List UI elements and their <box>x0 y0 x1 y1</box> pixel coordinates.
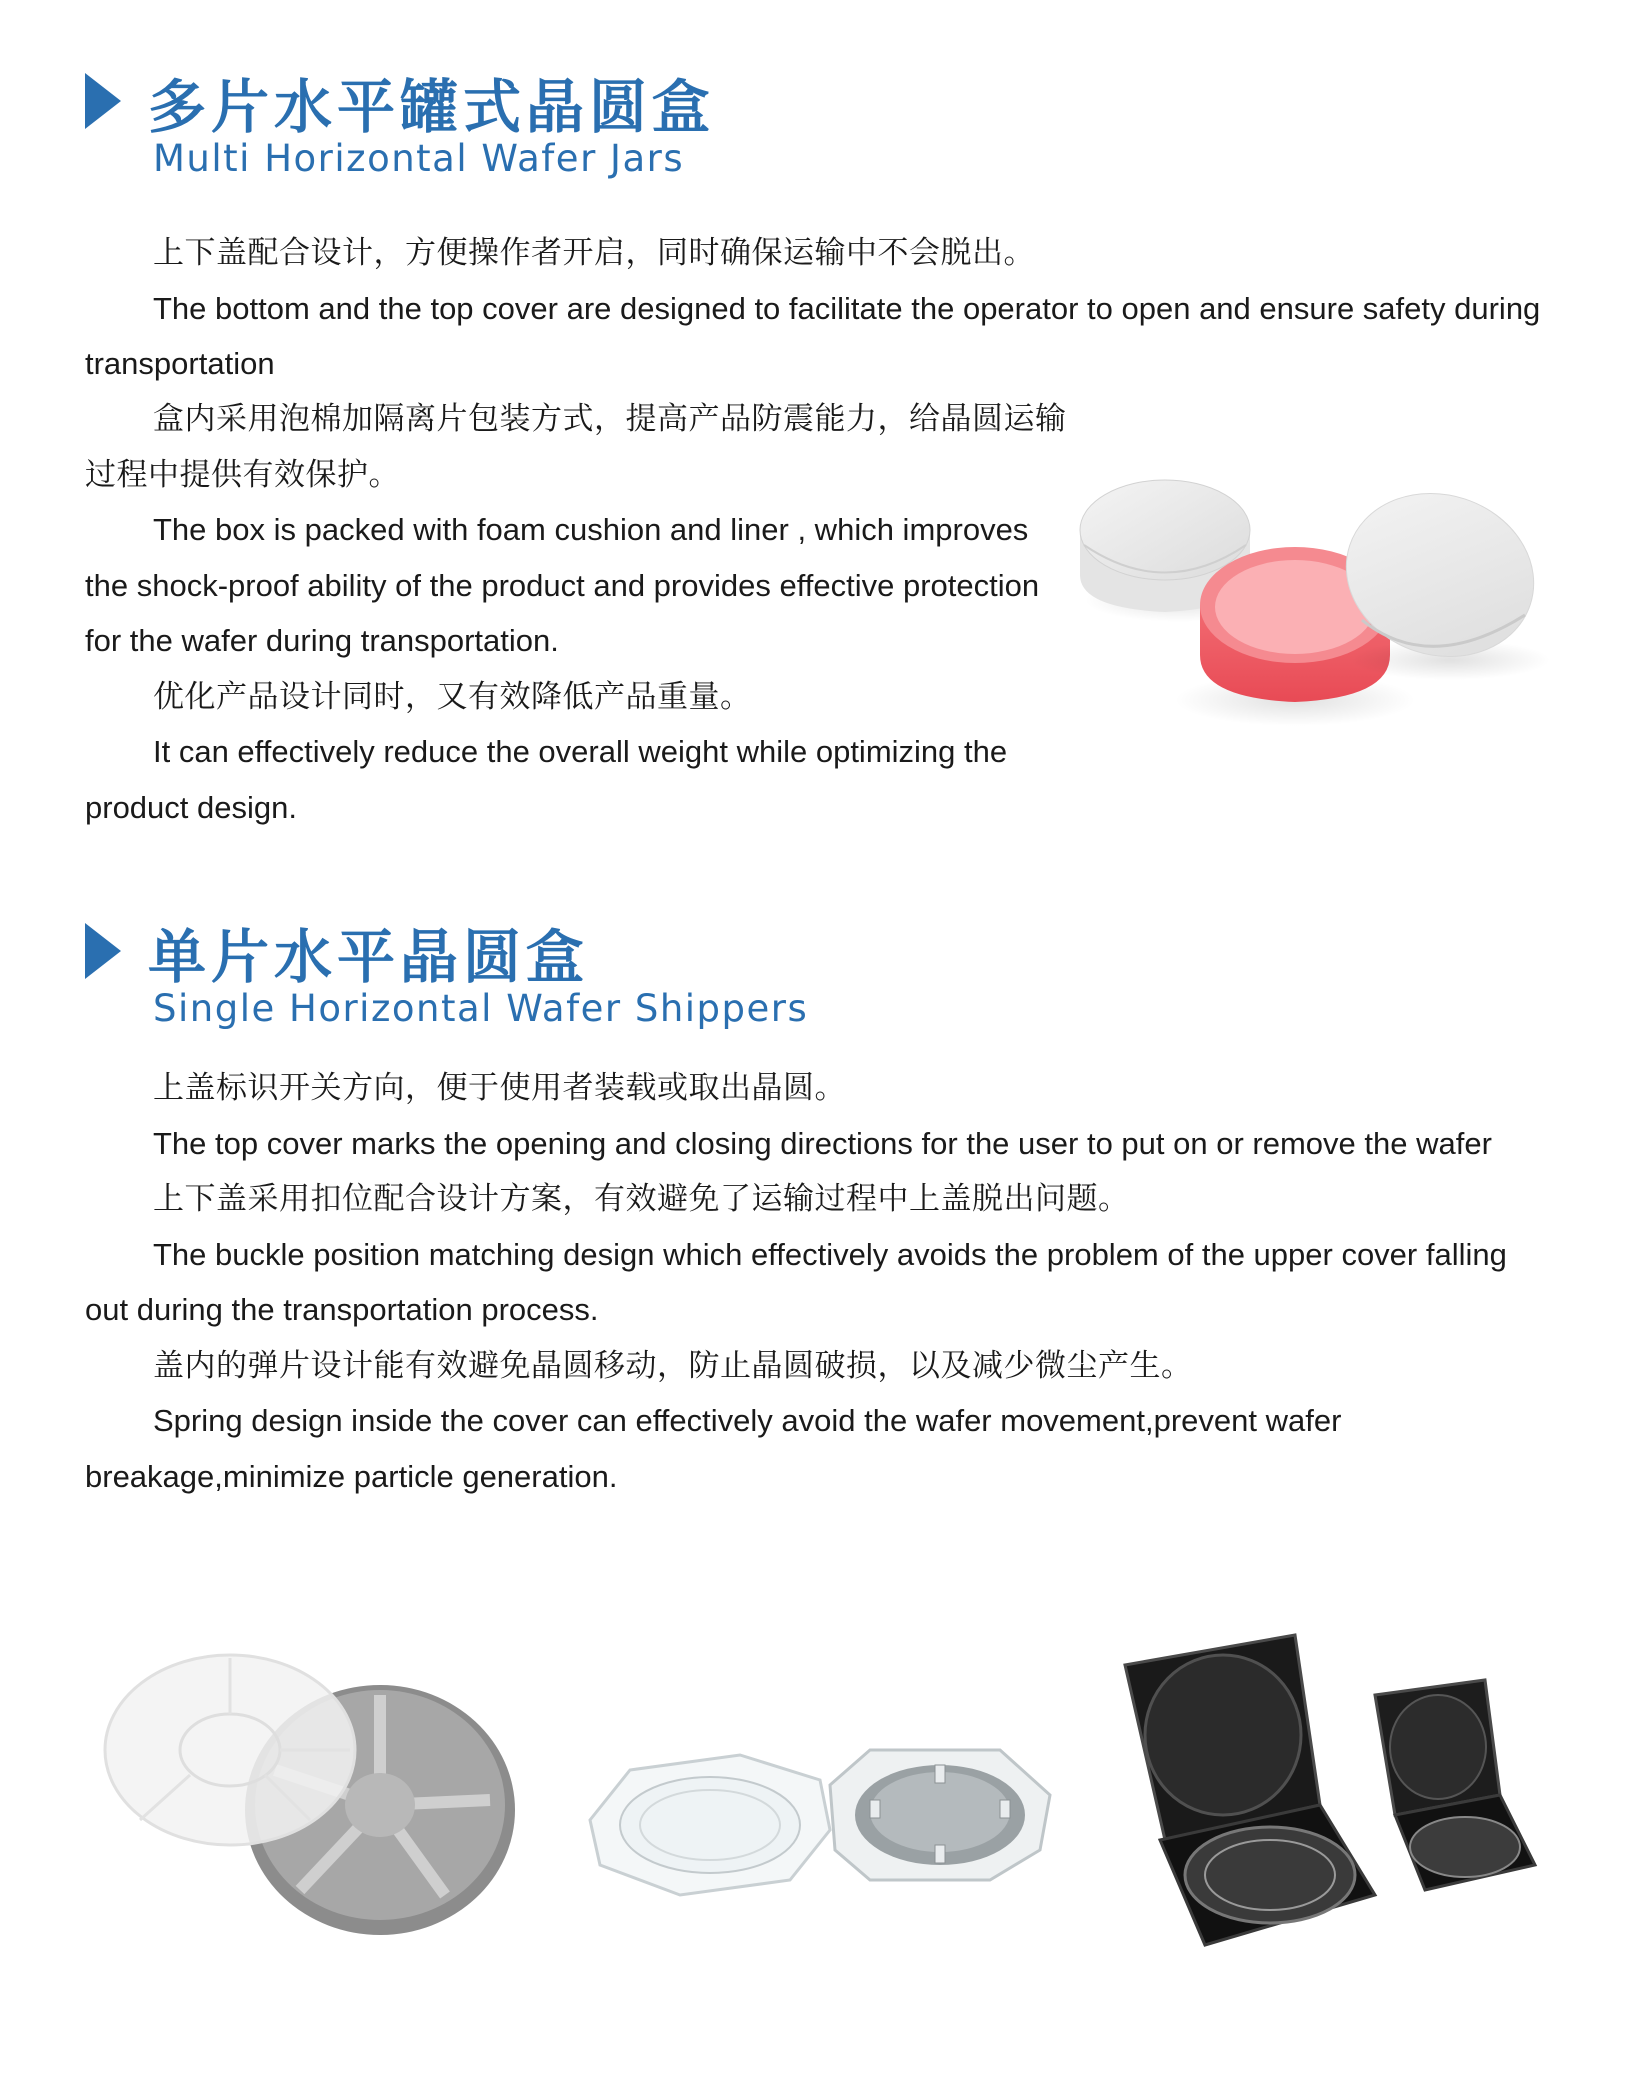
paragraph-en: The bottom and the top cover are designed to facilitate the operator to open and ensure safety during transportation <box>85 290 1541 381</box>
paragraph-group-2 <box>85 391 1070 835</box>
paragraph-en: The buckle position matching design which effectively avoids the problem of the upper cover falling out during the transportation process. <box>85 1236 1507 1327</box>
single-wafer-shipper-black-image <box>1105 1625 1545 1955</box>
paragraph-cn: 上下盖采用扣位配合设计方案，有效避免了运输过程中上盖脱出问题。 <box>153 1181 1130 1216</box>
triangle-bullet-icon <box>85 73 121 129</box>
paragraph-cn: 上盖标识开关方向，便于使用者装载或取出晶圆。 <box>153 1070 846 1105</box>
paragraph-group <box>85 1060 1545 1504</box>
section-single-horizontal-wafer-shippers <box>0 905 1637 1565</box>
single-wafer-shipper-clear-image <box>570 1700 1060 1950</box>
paragraph-cn: 上下盖配合设计，方便操作者开启，同时确保运输中不会脱出。 <box>153 235 1035 270</box>
paragraph-cn: 盒内采用泡棉加隔离片包装方式，提高产品防震能力，给晶圆运输过程中提供有效保护。 <box>85 401 1067 492</box>
wafer-jar-product-image <box>1070 450 1560 750</box>
single-wafer-shipper-round-image <box>100 1650 520 1940</box>
paragraph-en: It can effectively reduce the overall weight while optimizing the product design. <box>85 734 1008 825</box>
paragraph-en: The box is packed with foam cushion and liner , which improves the shock-proof ability of the product and provides effective protection for the wafer during transportation. <box>85 512 1040 658</box>
paragraph-en: The top cover marks the opening and closing directions for the user to put on or remove the wafer <box>153 1125 1492 1161</box>
paragraph-cn: 优化产品设计同时，又有效降低产品重量。 <box>153 678 752 714</box>
section-title-cn: 单片水平晶圆盒 <box>148 923 590 991</box>
section-title-cn: 多片水平罐式晶圆盒 <box>148 73 716 141</box>
paragraph-cn: 盖内的弹片设计能有效避免晶圆移动，防止晶圆破损，以及减少微尘产生。 <box>153 1347 1193 1383</box>
section-title-en: Single Horizontal Wafer Shippers <box>153 987 809 1030</box>
paragraph-group-1 <box>85 225 1545 392</box>
section-title-en: Multi Horizontal Wafer Jars <box>153 137 685 180</box>
triangle-bullet-icon <box>85 923 121 979</box>
paragraph-en: Spring design inside the cover can effectively avoid the wafer movement,prevent wafer breakage,minimize particle generation. <box>85 1403 1342 1494</box>
